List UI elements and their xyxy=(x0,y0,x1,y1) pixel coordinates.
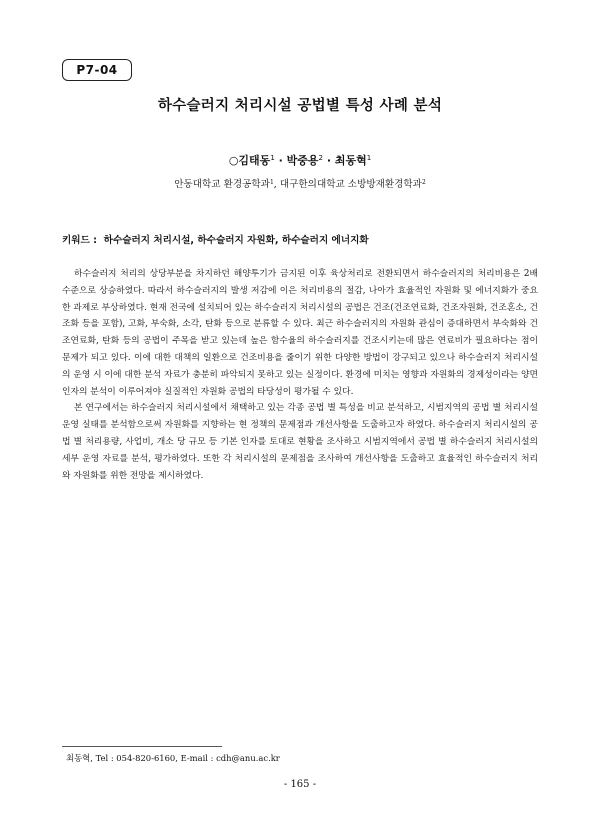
keywords-text: 하수슬러지 처리시설, 하수슬러지 자원화, 하수슬러지 에너지화 xyxy=(103,235,369,246)
author-separator: · xyxy=(322,154,335,167)
author-affiliation-mark: 1 xyxy=(366,154,372,162)
author-list xyxy=(0,152,600,168)
affiliation-name: 안동대학교 환경공학과 xyxy=(174,179,270,190)
abstract-paragraph: 하수슬러지 처리의 상당부분을 차지하던 해양투기가 금지된 이후 육상처리로 전환되면서 하수슬러지의 처리비용은 2배 수준으로 상승하였다. 따라서 하수슬러지의 발생 저감에 이은 처리비용의 절감, 나아가 효율적인 자원화 및 에너지화가 중요한 과제로 부상하였다. 현재 전국에 설치되어 있는 하수슬러지 처리시설의 공법은 건조(건조연료화, 건조자원화, 건조혼소, 건조화 등을 포함), 고화, 부숙화, 소각, 탄화 등으로 분류할 수 있다. 최근 하수슬러지의 자원화 관심이 증대하면서 부숙화와 건조연료화, 탄화 등의 공법이 주목을 받고 있는데 높은 함수율의 하수슬러지를 건조시키는데 많은 연료비가 필요하다는 점이 문제가 되고 있다. 이에 대한 대책의 일환으로 건조비용을 줄이기 위한 다양한 방법이 강구되고 있으나 하수슬러지 처리시설의 운영 시 이에 대한 분석 자료가 충분히 파악되지 못하고 있는 실정이다. 환경에 미치는 영향과 자원화의 경제성이라는 양면 인자의 분석이 이루어져야 실질적인 자원화 공법의 타당성이 평가될 수 있다. xyxy=(62,269,538,397)
abstract-body xyxy=(62,266,538,484)
abstract-paragraph: 본 연구에서는 하수슬러지 처리시설에서 채택하고 있는 각종 공법 별 특성을 비교 분석하고, 시범지역의 공법 별 처리시설 운영 실태를 분석함으로써 자원화를 지향하는 현 정책의 문제점과 개선사항을 도출하고자 하였다. 하수슬러지 처리시설의 공법 별 처리용량, 사업비, 개소 당 규모 등 기본 인자를 토대로 현황을 조사하고 시범지역에서 공법 별 하수슬러지 처리시설의 세부 운영 자료를 분석, 평가하였다. 또한 각 처리시설의 문제점을 조사하여 개선사항을 도출하고 효율적인 하수슬러지 처리와 자원화를 위한 전망을 제시하였다. xyxy=(62,403,538,481)
page-number: - 165 - xyxy=(283,779,317,790)
footnote-divider xyxy=(62,746,222,747)
author-separator: · xyxy=(274,154,287,167)
author-name: 박중용 xyxy=(286,154,319,167)
affiliation-separator: , xyxy=(273,179,280,190)
affiliation-name: 대구한의대학교 소방방재환경학과 xyxy=(279,179,422,190)
affiliation-list xyxy=(0,176,600,190)
author-affiliation-mark: 2 xyxy=(318,154,323,162)
keywords-line xyxy=(62,232,542,246)
session-code-badge: P7-04 xyxy=(62,59,132,81)
corresponding-author-contact: 최동혁, Tel : 054-820-6160, E-mail : cdh@anu.ac.kr xyxy=(66,753,280,763)
author-marker: ○ xyxy=(228,154,239,167)
paper-title: 하수슬러지 처리시설 공법별 특성 사례 분석 xyxy=(157,98,443,114)
keywords-label: 키워드 : xyxy=(62,235,97,246)
author-name: 김태동 xyxy=(238,154,271,167)
author-name: 최동혁 xyxy=(334,154,367,167)
affiliation-mark: 2 xyxy=(421,179,426,186)
affiliation-mark: 1 xyxy=(269,179,274,186)
author-affiliation-mark: 1 xyxy=(270,154,275,162)
